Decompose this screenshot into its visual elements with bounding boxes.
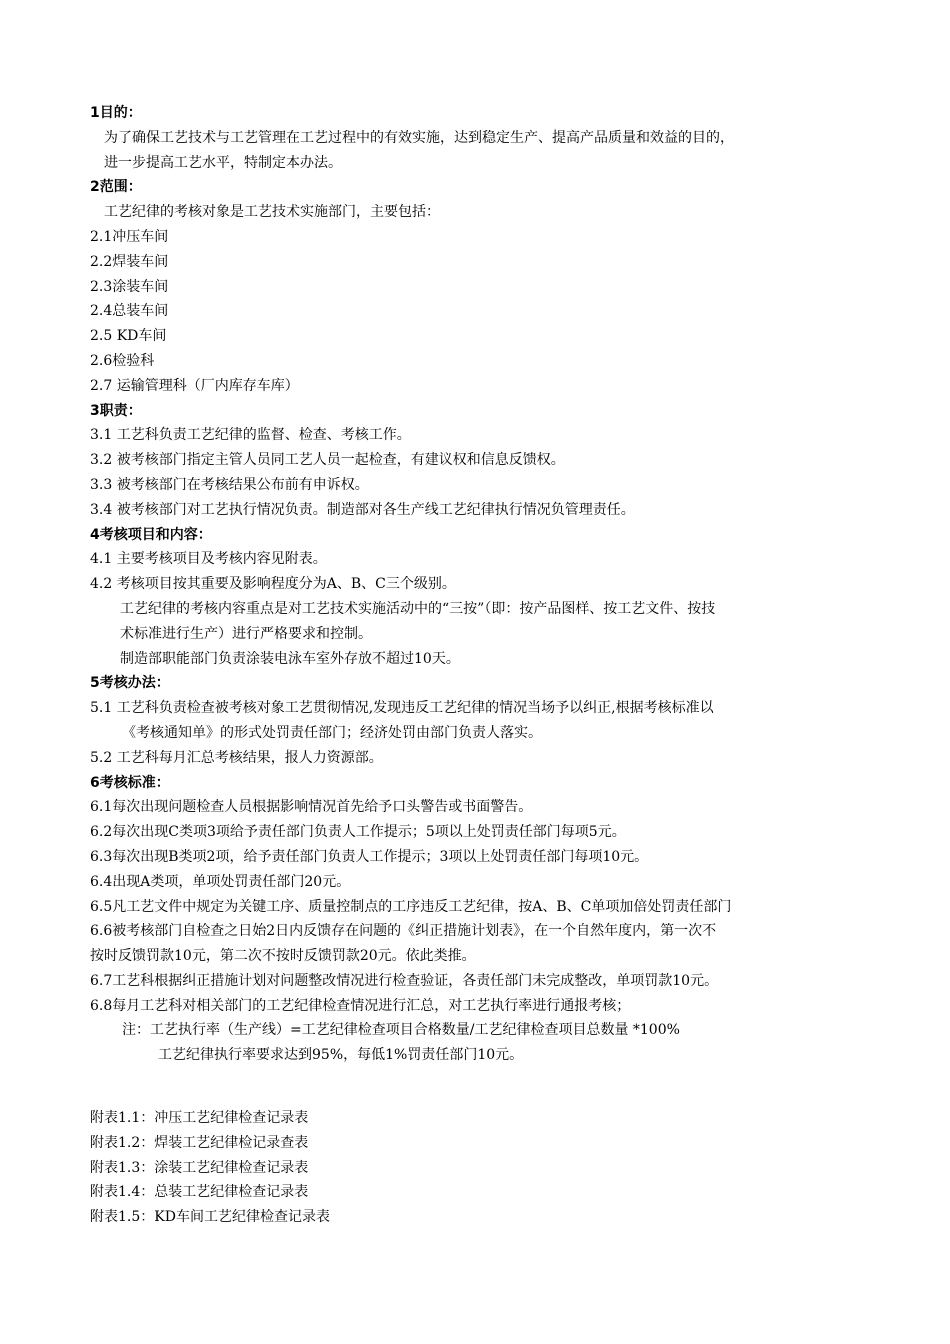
- assessment-note-line-3: 制造部职能部门负责涂装电泳车室外存放不超过10天。: [120, 650, 460, 667]
- standard-item-6-7: 6.7工艺科根据纠正措施计划对问题整改情况进行检查验证，各责任部门未完成整改，单项罚款10元。: [90, 972, 719, 989]
- duty-item: 3.2 被考核部门指定主管人员同工艺人员一起检查，有建议权和信息反馈权。: [90, 452, 565, 469]
- assessment-item-4-2: 4.2 考核项目按其重要及影响程度分为A、B、C三个级别。: [90, 576, 456, 593]
- section-2-intro: 工艺纪律的考核对象是工艺技术实施部门，主要包括：: [104, 204, 440, 221]
- standard-item-6-6-line-1: 6.6被考核部门自检查之日始2日内反馈存在问题的《纠正措施计划表》，在一个自然年度内，第一次不: [90, 923, 717, 940]
- standard-item-6-5: 6.5凡工艺文件中规定为关键工序、质量控制点的工序违反工艺纪律，按A、B、C单项加倍处罚责任部门: [90, 898, 732, 915]
- assessment-note-line-2: 术标准进行生产）进行严格要求和控制。: [120, 625, 372, 642]
- method-item-5-2: 5.2 工艺科每月汇总考核结果，报人力资源部。: [90, 749, 383, 766]
- appendix-item: 附表1.4：总装工艺纪律检查记录表: [90, 1184, 309, 1201]
- standard-item-6-1: 6.1每次出现问题检查人员根据影响情况首先给予口头警告或书面警告。: [90, 799, 533, 816]
- method-item-5-1-line-1: 5.1 工艺科负责检查被考核对象工艺贯彻情况,发现违反工艺纪律的情况当场予以纠正,根据考核标准以: [90, 700, 714, 717]
- scope-item: 2.4总装车间: [90, 303, 169, 320]
- appendix-item: 附表1.5：KD车间工艺纪律检查记录表: [90, 1209, 330, 1226]
- standard-item-6-2: 6.2每次出现C类项3项给予责任部门负责人工作提示；5项以上处罚责任部门每项5元。: [90, 824, 626, 841]
- section-3-heading: 3职责：: [90, 402, 142, 419]
- standard-item-6-6-line-2: 按时反馈罚款10元，第二次不按时反馈罚款20元。依此类推。: [90, 948, 476, 965]
- appendix-item: 附表1.2：焊装工艺纪律检记录查表: [90, 1134, 309, 1151]
- appendix-item: 附表1.1：冲压工艺纪律检查记录表: [90, 1110, 309, 1127]
- standard-item-6-8: 6.8每月工艺科对相关部门的工艺纪律检查情况进行汇总，对工艺执行率进行通报考核；: [90, 997, 631, 1014]
- scope-item: 2.3涂装车间: [90, 278, 169, 295]
- duty-item: 3.4 被考核部门对工艺执行情况负责。制造部对各生产线工艺纪律执行情况负管理责任。: [90, 501, 635, 518]
- appendix-item: 附表1.3：涂装工艺纪律检查记录表: [90, 1159, 309, 1176]
- document-body: [90, 101, 890, 1230]
- scope-item: 2.6检验科: [90, 352, 155, 369]
- scope-item: 2.7 运输管理科（厂内库存车库）: [90, 377, 299, 394]
- standard-item-6-3: 6.3每次出现B类项2项，给予责任部门负责人工作提示；3项以上处罚责任部门每项10元。: [90, 848, 649, 865]
- section-spacer: [90, 1068, 890, 1106]
- duty-item: 3.3 被考核部门在考核结果公布前有申诉权。: [90, 476, 369, 493]
- scope-item: 2.5 KD车间: [90, 328, 167, 345]
- section-1-paragraph-line-1: 为了确保工艺技术与工艺管理在工艺过程中的有效实施，达到稳定生产、提高产品质量和效益的目的，: [104, 129, 734, 146]
- scope-item: 2.2焊装车间: [90, 253, 169, 270]
- section-4-heading: 4考核项目和内容：: [90, 526, 212, 543]
- section-2-heading: 2范围：: [90, 179, 142, 196]
- scope-item: 2.1冲压车间: [90, 228, 169, 245]
- assessment-note-line-1: 工艺纪律的考核内容重点是对工艺技术实施活动中的“三按”（即：按产品图样、按工艺文件、按技: [120, 600, 716, 617]
- method-item-5-1-line-2: 《考核通知单》的形式处罚责任部门；经济处罚由部门负责人落实。: [122, 724, 542, 741]
- duty-item: 3.1 工艺科负责工艺纪律的监督、检查、考核工作。: [90, 427, 411, 444]
- section-1-paragraph-line-2: 进一步提高工艺水平，特制定本办法。: [104, 154, 342, 171]
- formula-note: 注：工艺执行率（生产线）=工艺纪律检查项目合格数量/工艺纪律检查项目总数量 *100%: [122, 1022, 680, 1039]
- section-5-heading: 5考核办法：: [90, 675, 170, 692]
- section-6-heading: 6考核标准：: [90, 774, 170, 791]
- assessment-item-4-1: 4.1 主要考核项目及考核内容见附表。: [90, 551, 327, 568]
- standard-item-6-4: 6.4出现A类项，单项处罚责任部门20元。: [90, 873, 351, 890]
- rate-requirement-note: 工艺纪律执行率要求达到95%，每低1%罚责任部门10元。: [158, 1047, 524, 1064]
- section-1-heading: 1目的：: [90, 105, 142, 121]
